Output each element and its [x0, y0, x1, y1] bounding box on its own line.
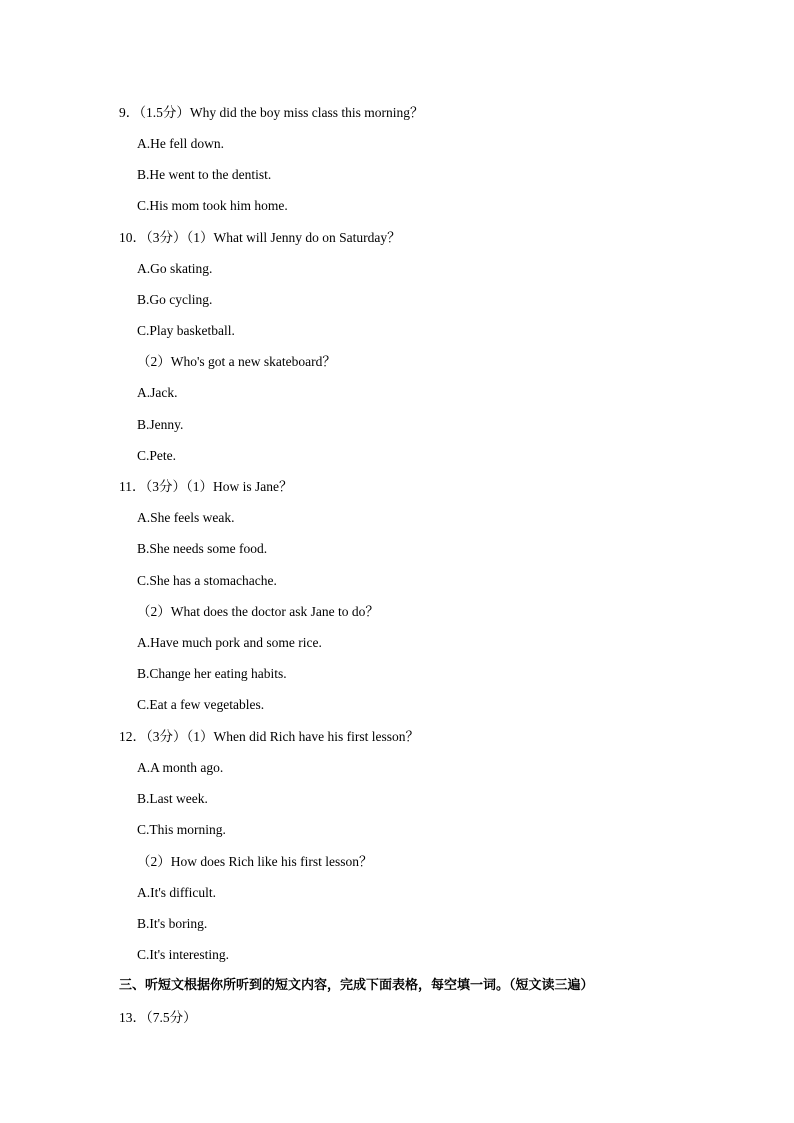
question-12-1-option-a: A.A month ago.: [137, 760, 224, 775]
question-13-stem: 13．（7.5分）: [119, 1010, 197, 1025]
question-11-1-option-c: C.She has a stomachache.: [137, 573, 277, 588]
question-11-2-option-a: A.Have much pork and some rice.: [137, 635, 322, 650]
question-11-1-option-a: A.She feels weak.: [137, 510, 235, 525]
question-12-2-option-c: C.It's interesting.: [137, 947, 230, 962]
question-10-stem: 10．（3分）（1）What will Jenny do on Saturday？: [119, 230, 401, 245]
question-12-2-option-b: B.It's boring.: [137, 916, 208, 931]
question-10-1-option-c: C.Play basketball.: [137, 323, 235, 338]
question-12-1-option-b: B.Last week.: [137, 791, 208, 806]
question-12-2-option-a: A.It's difficult.: [137, 885, 217, 900]
question-10-2-option-c: C.Pete.: [137, 448, 176, 463]
question-11-sub-2: （2）What does the doctor ask Jane to do？: [137, 604, 379, 619]
question-11-1-option-b: B.She needs some food.: [137, 541, 268, 556]
question-10-1-option-a: A.Go skating.: [137, 261, 213, 276]
question-10-sub-2: （2）Who's got a new skateboard？: [137, 354, 336, 369]
question-9-option-b: B.He went to the dentist.: [137, 167, 272, 182]
question-11-2-option-c: C.Eat a few vegetables.: [137, 697, 265, 712]
question-12-stem: 12．（3分）（1）When did Rich have his first lesson？: [119, 729, 419, 744]
question-12-1-option-c: C.This morning.: [137, 822, 226, 837]
question-10-1-option-b: B.Go cycling.: [137, 292, 213, 307]
question-9-option-a: A.He fell down.: [137, 136, 224, 151]
question-10-2-option-b: B.Jenny.: [137, 417, 184, 432]
question-9-stem: 9．（1.5分）Why did the boy miss class this morning？: [119, 105, 424, 120]
section-3-heading: 三、听短文根据你所听到的短文内容，完成下面表格，每空填一词。（短文读三遍）: [119, 978, 594, 993]
question-12-sub-2: （2）How does Rich like his first lesson？: [137, 854, 373, 869]
question-9-option-c: C.His mom took him home.: [137, 198, 288, 213]
question-11-stem: 11．（3分）（1）How is Jane？: [119, 479, 293, 494]
question-10-2-option-a: A.Jack.: [137, 385, 178, 400]
question-11-2-option-b: B.Change her eating habits.: [137, 666, 287, 681]
